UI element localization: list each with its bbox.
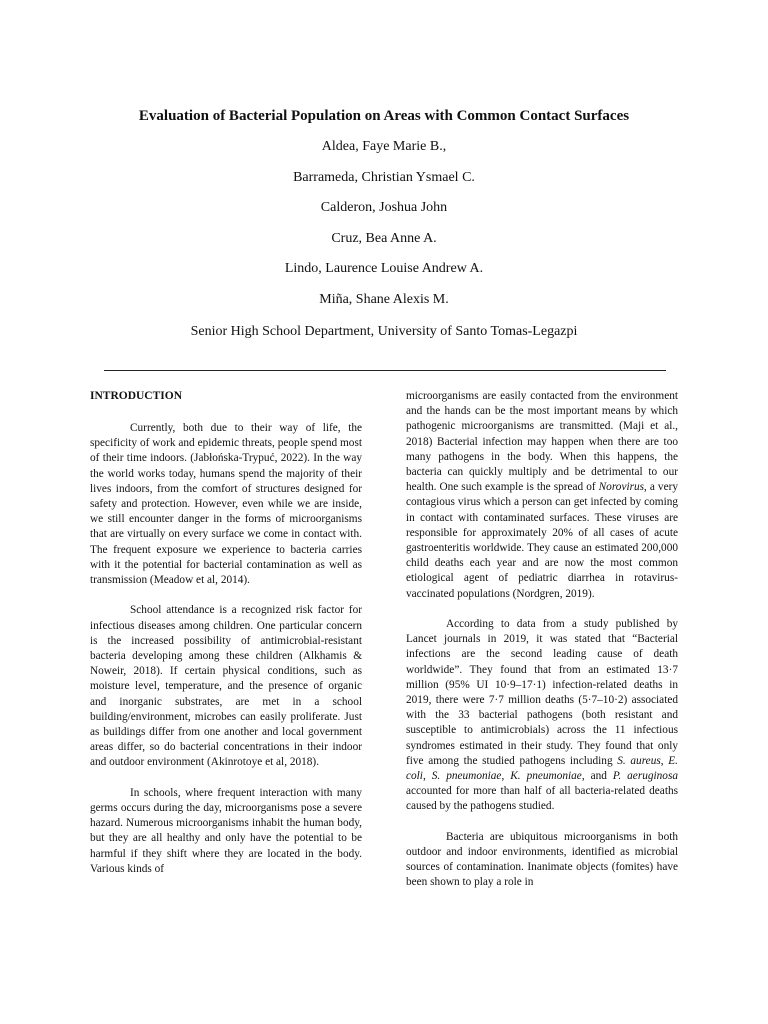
text-run: According to data from a study published by Lancet journals in 2019, it was stated that “Bacterial infections are the second leading cause of death worldwide”. They found that from an estimated 13·7 million (95% UI 10·9–17·1) infection-related deaths in 2019, there were 7·7 million deaths (5·7–10·2) associated with the 33 bacterial pathogens (both resistant and susceptible to antimicrobials) across the 11 infectious syndromes estimated in their study. They found that only five among the studied pathogens including: [406, 618, 678, 767]
author-name: Calderon, Joshua John: [320, 200, 448, 216]
paragraph: Bacteria are ubiquitous microorganisms in both outdoor and indoor environments, identified as microbial sources of contamination. Inanimate objects (fomites) have been shown to play a role in: [406, 830, 678, 889]
section-heading: INTRODUCTION: [90, 390, 183, 402]
right-column: [406, 389, 678, 906]
paragraph: School attendance is a recognized risk factor for infectious diseases among children. One particular concern is the increased possibility of antimicrobial-resistant bacteria developing among these children (Alkhamis & Noweir, 2018). If certain physical conditions, such as moisture level, temperature, and the presence of organic and inorganic substrates, are met in a school building/environment, microbes can easily proliferate. Just as buildings differ from one another and local government areas differ, so do bacterial concentrations in their indoor and outdoor environment (Akinrotoye et al, 2018).: [90, 604, 362, 769]
text-run: , and: [581, 770, 613, 783]
italic-term: S. pneumoniae: [431, 770, 502, 783]
text-run: , a very contagious virus which a person can get infected by coming in contact with contaminated surfaces. These viruses are responsible for approximately 20% of all cases of acute gastroenteritis worldwide. They cause an estimated 200,000 child deaths each year and are now the most common etiological agent of pediatric diarrhea in rotavirus-vaccinated populations (Nordgren, 2019).: [406, 481, 679, 600]
left-column: [90, 389, 362, 892]
paragraph: [406, 389, 678, 602]
author-list: [0, 137, 768, 321]
author-name: Aldea, Faye Marie B.,: [321, 139, 447, 154]
italic-term: K. pneumoniae: [510, 770, 582, 783]
header-divider: [104, 370, 666, 371]
author-name: Barrameda, Christian Ysmael C.: [293, 169, 475, 185]
paragraph: Currently, both due to their way of life, the specificity of work and epidemic threats, people spend most of their time indoors. (Jabłońska-Trypuć, 2022). In the way the world works today, humans spend the majority of their lives indoors, from the comfort of structures designed for safety and protection. However, even while we are inside, we still encounter danger in the forms of microorganisms that are virtually on every surface we come in contact with. The frequent exposure we experience to bacteria carries with it the potential for bacterial contamination as well as transmission (Meadow et al, 2014).: [90, 422, 362, 587]
text-run: ,: [501, 770, 511, 783]
author-name: Miña, Shane Alexis M.: [319, 291, 449, 307]
italic-term: S. aureus: [617, 754, 661, 767]
italic-term: E. coli: [406, 754, 678, 783]
affiliation: Senior High School Department, University of Santo Tomas-Legazpi: [190, 324, 578, 339]
italic-term: P. aeruginosa: [612, 770, 678, 783]
paragraph: [406, 617, 678, 815]
paragraph: In schools, where frequent interaction with many germs occurs during the day, microorganisms pose a severe hazard. Numerous microorganisms inhabit the human body, but they are all healthy and only have the potential to be harmful if they shift where they are located in the body. Various kinds of: [90, 786, 362, 875]
paper-title: Evaluation of Bacterial Population on Areas with Common Contact Surfaces: [138, 108, 630, 124]
author-name: Cruz, Bea Anne A.: [331, 230, 437, 246]
text-run: ,: [422, 770, 432, 783]
author-name: Lindo, Laurence Louise Andrew A.: [284, 261, 484, 277]
italic-term: Norovirus: [598, 481, 645, 494]
text-run: microorganisms are easily contacted from the environment and the hands can be the most important means by which pathogenic microorganisms are transmitted. (Maji et al., 2018) Bacterial infection may happen when there are too many pathogens in the body. When this happens, the bacteria can quickly multiply and be detrimental to our health. One such example is the spread of: [406, 390, 678, 494]
text-run: ,: [660, 754, 669, 767]
text-run: accounted for more than half of all bacteria-related deaths caused by the pathogens studied.: [406, 785, 678, 813]
